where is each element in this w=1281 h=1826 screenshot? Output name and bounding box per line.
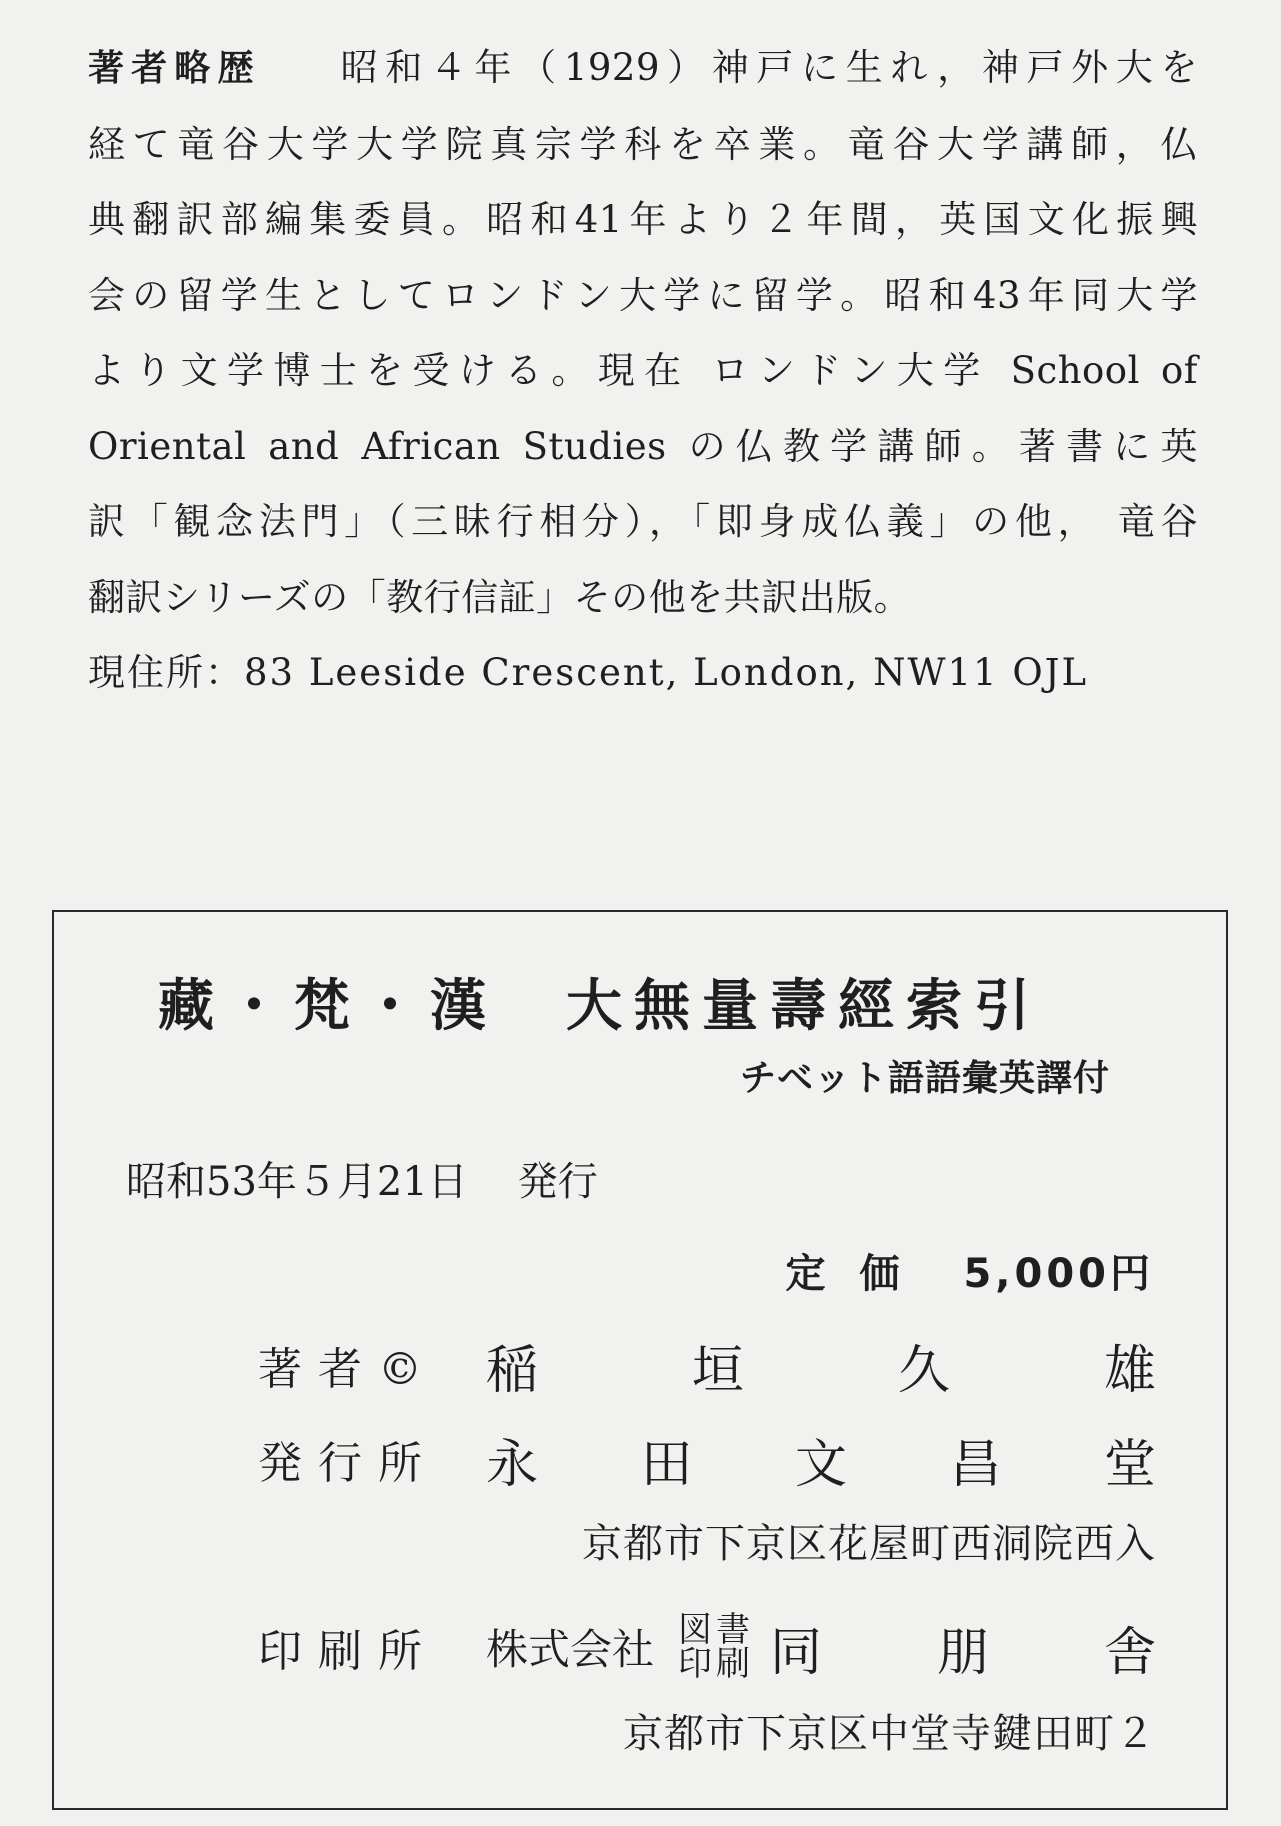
- author-role: 著者©: [258, 1344, 438, 1395]
- book-subtitle: チベット語語彙英譯付: [739, 1058, 1110, 1099]
- bio-line-4: 会の留学生としてロンドン大学に留学。昭和43年同大学: [88, 273, 1198, 317]
- bio-line-3: 典翻訳部編集委員。昭和41年より２年間，英国文化振興: [88, 198, 1198, 241]
- price: [785, 1242, 1154, 1299]
- author-row: [258, 1330, 1156, 1400]
- publisher-address: 京都市下京区花屋町西洞院西入: [582, 1521, 1156, 1567]
- bio-heading: 著者略歴: [88, 48, 261, 89]
- bio-line-8: 翻訳シリーズの「教行信証」その他を共訳出版。: [88, 575, 912, 619]
- price-label: 定価: [785, 1251, 934, 1297]
- author-biography: [88, 30, 1198, 711]
- printer-name: 株式会社 図書 印刷 同 朋 舎: [486, 1610, 1156, 1684]
- publisher-row: [258, 1424, 1156, 1494]
- price-value: 5,000円: [963, 1251, 1154, 1297]
- printer-address: 京都市下京区中堂寺鍵田町２: [623, 1711, 1156, 1757]
- book-title: 藏・梵・漢 大無量壽經索引: [158, 974, 1042, 1039]
- printer-row: [258, 1602, 1156, 1692]
- publisher-name: 永 田 文 昌 堂: [486, 1434, 1156, 1495]
- bio-line-6: Oriental and African Studies の仏教学講師。著書に英: [88, 424, 1198, 468]
- bio-line-7: 訳「観念法門」（三昧行相分），「即身成仏義」の他， 竜谷: [88, 500, 1198, 543]
- publication-date: 昭和53年５月21日 発行: [126, 1159, 598, 1205]
- printer-role: 印刷所: [258, 1626, 438, 1677]
- bio-line-1: 著者略歴 昭和４年（1929）神戸に生れ，神戸外大を: [88, 46, 1198, 89]
- author-name: 稲 垣 久 雄: [486, 1340, 1156, 1401]
- bio-line-5: より文学博士を受ける。現在 ロンドン大学 School of: [88, 349, 1198, 392]
- publisher-role: 発行所: [258, 1438, 438, 1489]
- publication-label: 発行: [517, 1159, 598, 1205]
- author-address: 現住所：83 Leeside Crescent, London, NW11 OJL: [88, 651, 1089, 694]
- colophon-box: [52, 910, 1228, 1810]
- bio-line-2: 経て竜谷大学大学院真宗学科を卒業。竜谷大学講師，仏: [88, 122, 1198, 166]
- printer-stacked-label: 図書 印刷: [678, 1610, 755, 1684]
